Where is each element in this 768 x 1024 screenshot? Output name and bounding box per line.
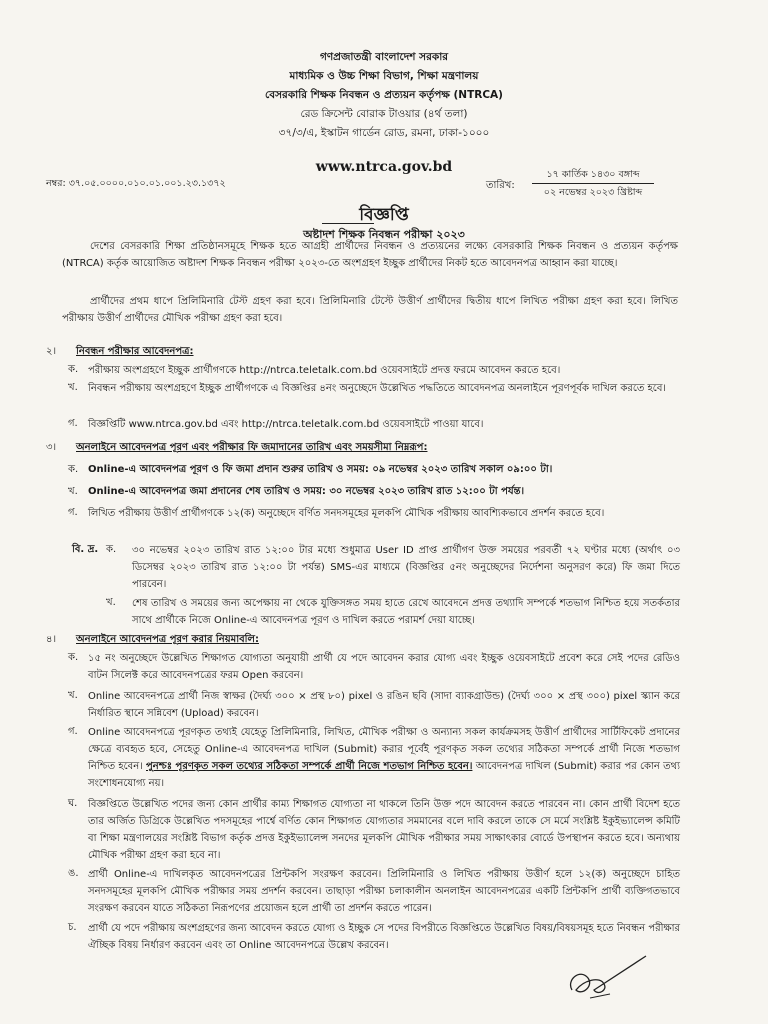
govt-name: গণপ্রজাতন্ত্রী বাংলাদেশ সরকার bbox=[319, 51, 449, 63]
s2-item-c-mark: গ. bbox=[68, 418, 78, 429]
date-label: তারিখ: bbox=[486, 180, 515, 191]
s3-item-b-mark: খ. bbox=[68, 486, 78, 497]
building-name: রেড ক্রিসেন্ট বোরাক টাওয়ার (৪র্থ তলা) bbox=[300, 108, 468, 120]
date-english: ০২ নভেম্বর ২০২৩ খ্রিষ্টাব্দ bbox=[543, 187, 643, 198]
s4-item-e-mark: ঙ. bbox=[68, 868, 79, 879]
date-bangla: ১৭ কার্তিক ১৪৩০ বঙ্গাব্দ bbox=[546, 169, 640, 180]
s2-item-a-mark: ক. bbox=[68, 364, 79, 375]
s4-item-f-mark: চ. bbox=[68, 922, 77, 933]
nb-item-a: ৩০ নভেম্বর ২০২৩ তারিখ রাত ১২:০০ টার মধ্যে শুধুমাত্র User ID প্রাপ্ত প্রার্থীগণ উক্ত সময়ের পরবর্তী ৭২ ঘণ্টার মধ্যে (অর্থাৎ ০৩ ডিসেম্বর ২০২৩ তারিখ রাত ১২:০০ টা পর্যন্ত) SMS-এর মাধ্যমে (বিজ্ঞপ্তির ৫নং অনুচ্ছেদের নির্দেশনা অনুসরণ করে) ফি জমা দিতে পারবেন। bbox=[132, 545, 680, 590]
s4-item-c bbox=[88, 724, 680, 792]
memo-number: নম্বর: ৩৭.০৫.০০০০.০১০.০১.০০১.২৩.১৩৭২ bbox=[46, 178, 226, 189]
s4-item-a: ১৫ নং অনুচ্ছেদে উল্লেখিত শিক্ষাগত যোগ্যতা অনুযায়ী প্রার্থী যে পদে আবেদন করার যোগ্য এবং ইচ্ছুক ওয়েবসাইটে প্রবেশ করে সেই পদের রেডিও বাটন সিলেক্ট করে আবেদনপত্রের ফরম Open করবেন। bbox=[88, 653, 680, 681]
intro-paragraph-1: দেশের বেসরকারি শিক্ষা প্রতিষ্ঠানসমূহে শিক্ষক হতে আগ্রহী প্রার্থীদের নিবন্ধন ও প্রত্যয়নের লক্ষ্যে বেসরকারি শিক্ষক নিবন্ধন ও প্রত্যয়ন কর্তৃপক্ষ (NTRCA) কর্তৃক আয়োজিত অষ্টাদশ শিক্ষক নিবন্ধন পরীক্ষা ২০২৩-তে অংশগ্রহণ ইচ্ছুক প্রার্থীদের নিকট হতে আবেদনপত্র আহ্বান করা যাচ্ছে। bbox=[62, 241, 678, 269]
nb-item-a-mark: ক. bbox=[106, 544, 117, 555]
s2-item-a: পরীক্ষায় অংশগ্রহণে ইচ্ছুক প্রার্থীগণকে http://ntrca.teletalk.com.bd ওয়েবসাইটে প্রদত্ত ফরমে আবেদন করতে হবে। bbox=[88, 365, 561, 376]
ministry-name: মাধ্যমিক ও উচ্চ শিক্ষা বিভাগ, শিক্ষা মন্ত্রণালয় bbox=[289, 70, 479, 82]
s2-item-b: নিবন্ধন পরীক্ষায় অংশগ্রহণে ইচ্ছুক প্রার্থীগণকে এ বিজ্ঞপ্তির ৪নং অনুচ্ছেদে উল্লেখিত পদ্ধতিতে আবেদনপত্র অনলাইনে পূরণপূর্বক দাখিল করতে হবে। bbox=[88, 383, 666, 394]
s4-item-d-mark: ঘ. bbox=[68, 798, 78, 809]
nb-item-b: শেষ তারিখ ও সময়ের জন্য অপেক্ষায় না থেকে যুক্তিসঙ্গত সময় হাতে রেখে আবেদনে প্রদত্ত তথ্যাদি সম্পর্কে শতভাগ নিশ্চিত হয়ে সতর্কতার সাথে প্রার্থীকে নিজে Online-এ আবেদনপত্র পূরণ ও দাখিল করতে পরামর্শ দেয়া যাচ্ছে। bbox=[132, 598, 680, 626]
s4-item-b-mark: খ. bbox=[68, 690, 78, 701]
title-underline bbox=[322, 223, 374, 224]
notice-subtitle: অষ্টাদশ শিক্ষক নিবন্ধন পরীক্ষা ২০২৩ bbox=[303, 228, 465, 241]
s3-item-a-mark: ক. bbox=[68, 464, 79, 475]
section-2-number: ২। bbox=[46, 346, 57, 357]
s2-item-c: বিজ্ঞপ্তিটি www.ntrca.gov.bd এবং http://ntrca.teletalk.com.bd ওয়েবসাইটে পাওয়া যাবে। bbox=[88, 419, 484, 430]
section-4-number: ৪। bbox=[46, 634, 57, 645]
website: www.ntrca.gov.bd bbox=[315, 159, 453, 175]
address: ৩৭/৩/এ, ইস্কাটন গার্ডেন রোড, রমনা, ঢাকা-১০০০ bbox=[278, 127, 490, 139]
section-2-heading: নিবন্ধন পরীক্ষার আবেদনপত্র: bbox=[76, 346, 194, 357]
date-block bbox=[530, 166, 656, 201]
s3-item-a: Online-এ আবেদনপত্র পূরণ ও ফি জমা প্রদান শুরুর তারিখ ও সময়: ০৯ নভেম্বর ২০২৩ তারিখ সকাল ০৯:০০ টা। bbox=[88, 464, 553, 475]
s4-item-c-emphasis: পুনশ্চঃ পূরণকৃত সকল তথ্যের সঠিকতা সম্পর্কে প্রার্থী নিজে শতভাগ নিশ্চিত হবেন। bbox=[146, 761, 473, 772]
s4-item-d: বিজ্ঞপ্তিতে উল্লেখিত পদের জন্য কোন প্রার্থীর কাম্য শিক্ষাগত যোগ্যতা না থাকলে তিনি উক্ত পদে আবেদন করতে পারবেন না। কোন প্রার্থী বিদেশ হতে তার অর্জিত ডিগ্রিকে উল্লেখিত পদসমূহের পার্শ্বে বর্ণিত কোন শিক্ষাগত যোগ্যতার সমমানের বলে দাবি করলে তাকে সে মর্মে সংশ্লিষ্ট ইকুইভ্যালেন্স কমিটি বা শিক্ষা মন্ত্রণালয়ের সংশ্লিষ্ট বিভাগ কর্তৃক প্রদত্ত ইকুইভ্যালেন্স সনদের মূলকপি মৌখিক পরীক্ষার সময় সাক্ষাৎকার বোর্ডে উপস্থাপন করতে হবে। অন্যথায় মৌখিক পরীক্ষা গ্রহণ করা হবে না। bbox=[88, 799, 680, 861]
s3-item-c-mark: গ. bbox=[68, 507, 78, 518]
s4-item-f: প্রার্থী যে পদে পরীক্ষায় অংশগ্রহণের জন্য আবেদন করতে যোগ্য ও ইচ্ছুক সে পদের বিপরীতে বিজ্ঞপ্তিতে উল্লেখিত বিষয়/বিষয়সমূহ হতে নিবন্ধন পরীক্ষার ঐচ্ছিক বিষয় নির্ধারণ করবেন এবং তা Online আবেদনপত্রে উল্লেখ করবেন। bbox=[88, 923, 680, 951]
section-3-number: ৩। bbox=[46, 442, 57, 453]
s4-item-c-body: Online আবেদনপত্রে পূরণকৃত তথ্যই যেহেতু প্রিলিমিনারি, লিখিত, মৌখিক পরীক্ষা ও অন্যান্য সকল কার্যক্রমসহ উত্তীর্ণ প্রার্থীদের সার্টিফিকেট প্রদানের ক্ষেত্রে ব্যবহৃত হবে, সেহেতু Online-এ আবেদনপত্র দাখিল (Submit) করার পূর্বেই পূরণকৃত সকল তথ্যের সঠিকতা সম্পর্কে প্রার্থী নিজে শতভাগ নিশ্চিত হবেন। bbox=[88, 727, 680, 772]
s2-item-b-mark: খ. bbox=[68, 382, 78, 393]
s4-item-b: Online আবেদনপত্রে প্রার্থী নিজ স্বাক্ষর (দৈর্ঘ্য ৩০০ × প্রস্থ ৮০) pixel ও রঙিন ছবি (সাদা ব্যাকগ্রাউন্ড) (দৈর্ঘ্য ৩০০ × প্রস্থ ৩০০) pixel স্ক্যান করে নির্ধারিত স্থানে সন্নিবেশ (Upload) করবেন। bbox=[88, 691, 680, 719]
intro-paragraph-2: প্রার্থীদের প্রথম ধাপে প্রিলিমিনারি টেস্ট গ্রহণ করা হবে। প্রিলিমিনারি টেস্টে উত্তীর্ণ প্রার্থীদের দ্বিতীয় ধাপে লিখিত পরীক্ষা গ্রহণ করা হবে। লিখিত পরীক্ষায় উত্তীর্ণ প্রার্থীদের মৌখিক পরীক্ষা গ্রহণ করা হবে। bbox=[62, 296, 678, 324]
s4-item-e: প্রার্থী Online-এ দাখিলকৃত আবেদনপত্রের প্রিন্টকপি সংরক্ষণ করবেন। প্রিলিমিনারি ও লিখিত পরীক্ষায় উত্তীর্ণ হলে ১২(ক) অনুচ্ছেদে চাহিত সনদসমূহের মূলকপি মৌখিক পরীক্ষার সময় প্রদর্শন করবেন। তাছাড়া পরীক্ষা চলাকালীন অনলাইন আবেদনপত্রের একটি প্রিন্টকপি প্রার্থী ব্যক্তিগতভাবে সংরক্ষণ করবেন যাতে সঠিকতা নিরূপণের প্রয়োজন হলে প্রার্থী তা প্রদর্শন করতে পারেন। bbox=[88, 869, 680, 914]
authority-name: বেসরকারি শিক্ষক নিবন্ধন ও প্রত্যয়ন কর্তৃপক্ষ (NTRCA) bbox=[265, 89, 503, 101]
signature bbox=[560, 950, 650, 1010]
s4-item-c-mark: গ. bbox=[68, 726, 78, 737]
nb-item-b-mark: খ. bbox=[106, 597, 116, 608]
s3-item-c: লিখিত পরীক্ষায় উত্তীর্ণ প্রার্থীগণকে ১২(ক) অনুচ্ছেদে বর্ণিত সনদসমূহের মূলকপি মৌখিক পরীক্ষায় আবশ্যিকভাবে প্রদর্শন করতে হবে। bbox=[88, 508, 605, 519]
s4-item-c-tail: আবেদনপত্র দাখিল (Submit) করার পর কোন তথ্য সংশোধনযোগ্য নয়। bbox=[88, 761, 681, 789]
section-3-heading: অনলাইনে আবেদনপত্র পূরণ এবং পরীক্ষার ফি জমাদানের তারিখ এবং সময়সীমা নিম্নরূপ: bbox=[76, 442, 428, 453]
s3-item-b: Online-এ আবেদনপত্র জমা প্রদানের শেষ তারিখ ও সময়: ৩০ নভেম্বর ২০২৩ তারিখ রাত ১২:০০ টা পর্যন্ত। bbox=[88, 486, 525, 497]
nb-mark: বি. দ্র. bbox=[72, 544, 99, 555]
notice-title: বিজ্ঞপ্তি bbox=[359, 205, 409, 225]
s4-item-a-mark: ক. bbox=[68, 652, 79, 663]
section-4-heading: অনলাইনে আবেদনপত্র পূরণ করার নিয়মাবলি: bbox=[76, 634, 259, 645]
